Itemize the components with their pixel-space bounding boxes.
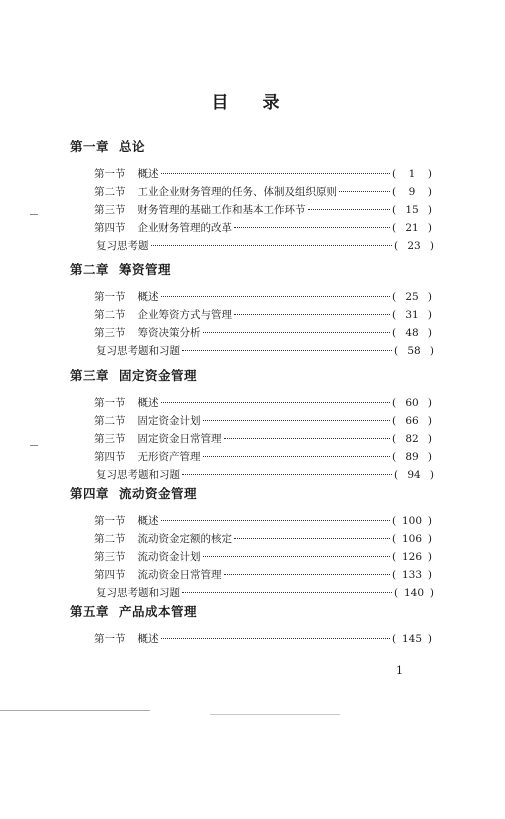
toc-entry — [94, 567, 432, 581]
scan-edge-line — [210, 714, 340, 715]
section-title: 流动资金计划 — [137, 551, 201, 563]
dot-leader — [224, 438, 391, 439]
section-number: 第三节 — [94, 433, 126, 445]
section-title: 复习思考题和习题 — [96, 469, 180, 481]
page-value: 58 — [407, 345, 421, 357]
dot-leader — [203, 420, 391, 421]
page-value: 82 — [405, 433, 419, 445]
section-title: 复习思考题和习题 — [96, 345, 180, 357]
dot-leader — [151, 245, 393, 246]
section-title: 工业企业财务管理的任务、体制及组织原则 — [137, 186, 337, 198]
section-number: 第三节 — [94, 204, 126, 216]
page-value: 126 — [401, 551, 423, 563]
page-value: 60 — [405, 397, 419, 409]
entry-label — [94, 513, 159, 528]
entry-label — [94, 325, 201, 340]
toc-entry — [96, 585, 434, 599]
section-title: 概述 — [137, 291, 159, 303]
section-number: 第三节 — [94, 551, 126, 563]
page-value: 21 — [405, 222, 419, 234]
page-value: 94 — [407, 469, 421, 481]
entry-label — [94, 202, 306, 217]
entry-page-number: ( 126 ) — [392, 551, 432, 563]
section-number: 第一节 — [94, 397, 126, 409]
section-number: 第二节 — [94, 309, 126, 321]
entry-page-number: ( 9 ) — [392, 186, 432, 198]
page-value: 89 — [405, 451, 419, 463]
entry-label — [94, 449, 201, 464]
entry-label — [94, 531, 232, 546]
section-number: 第二节 — [94, 533, 126, 545]
page-value: 66 — [405, 415, 419, 427]
chapter-heading — [70, 260, 171, 278]
chapter-title: 流动资金管理 — [119, 486, 198, 501]
section-number: 第三节 — [94, 327, 126, 339]
entry-label — [94, 431, 222, 446]
entry-label — [94, 307, 232, 322]
toc-entry — [94, 631, 432, 645]
dot-leader — [234, 314, 390, 315]
section-number: 第四节 — [94, 569, 126, 581]
section-title: 流动资金定额的核定 — [137, 533, 232, 545]
page-number: 1 — [396, 664, 403, 677]
toc-entry — [94, 549, 432, 563]
page-value: 25 — [405, 291, 419, 303]
page-value: 15 — [405, 204, 419, 216]
dot-leader — [161, 296, 391, 297]
dot-leader — [203, 456, 391, 457]
toc-entry — [94, 184, 432, 198]
section-title: 概述 — [137, 633, 159, 645]
page-value: 23 — [407, 240, 421, 252]
entry-label — [94, 395, 159, 410]
entry-label — [94, 166, 159, 181]
page-value: 1 — [408, 168, 416, 180]
chapter-number: 第三章 — [70, 368, 110, 383]
dot-leader — [182, 592, 392, 593]
chapter-heading — [70, 137, 145, 155]
toc-entry — [94, 307, 432, 321]
entry-label — [96, 467, 180, 482]
entry-page-number: ( 100 ) — [392, 515, 432, 527]
dot-leader — [234, 538, 390, 539]
toc-entry — [96, 343, 434, 357]
chapter-title: 总论 — [119, 139, 146, 154]
toc-entry — [96, 467, 434, 481]
entry-page-number: ( 58 ) — [394, 345, 434, 357]
entry-page-number: ( 94 ) — [394, 469, 434, 481]
entry-page-number: ( 1 ) — [392, 168, 432, 180]
dot-leader — [161, 173, 391, 174]
toc-entry — [94, 513, 432, 527]
entry-page-number: ( 48 ) — [392, 327, 432, 339]
toc-entry — [94, 413, 432, 427]
entry-page-number: ( 145 ) — [392, 633, 432, 645]
entry-page-number: ( 106 ) — [392, 533, 432, 545]
entry-label — [94, 413, 201, 428]
page-value: 31 — [405, 309, 419, 321]
entry-page-number: ( 25 ) — [392, 291, 432, 303]
page-value: 9 — [408, 186, 416, 198]
section-number: 第一节 — [94, 515, 126, 527]
section-number: 第一节 — [94, 168, 126, 180]
toc-entry — [94, 531, 432, 545]
section-number: 第四节 — [94, 451, 126, 463]
entry-label — [96, 585, 180, 600]
entry-page-number: ( 82 ) — [392, 433, 432, 445]
entry-label — [94, 289, 159, 304]
dot-leader — [308, 209, 391, 210]
scan-edge-mark — [30, 214, 38, 215]
entry-page-number: ( 89 ) — [392, 451, 432, 463]
dot-leader — [182, 474, 392, 475]
dot-leader — [203, 556, 391, 557]
section-title: 无形资产管理 — [137, 451, 201, 463]
toc-entry — [94, 431, 432, 445]
dot-leader — [203, 332, 391, 333]
chapter-heading — [70, 484, 197, 502]
entry-page-number: ( 66 ) — [392, 415, 432, 427]
entry-label — [96, 238, 149, 253]
dot-leader — [161, 638, 391, 639]
dot-leader — [234, 227, 390, 228]
chapter-title: 产品成本管理 — [119, 604, 198, 619]
scan-edge-line — [0, 710, 150, 711]
entry-page-number: ( 133 ) — [392, 569, 432, 581]
scan-edge-mark — [30, 445, 38, 446]
toc-entry — [96, 238, 434, 252]
toc-entry — [94, 395, 432, 409]
dot-leader — [182, 350, 392, 351]
toc-entry — [94, 166, 432, 180]
section-title: 企业财务管理的改革 — [137, 222, 232, 234]
section-title: 固定资金日常管理 — [137, 433, 222, 445]
toc-entry — [94, 449, 432, 463]
section-number: 第二节 — [94, 415, 126, 427]
dot-leader — [224, 574, 391, 575]
entry-page-number: ( 21 ) — [392, 222, 432, 234]
page-value: 140 — [403, 587, 425, 599]
entry-label — [94, 184, 337, 199]
page-title: 目 录 — [211, 93, 294, 113]
page-value: 106 — [401, 533, 423, 545]
section-title: 企业筹资方式与管理 — [137, 309, 232, 321]
entry-page-number: ( 60 ) — [392, 397, 432, 409]
section-title: 复习思考题 — [96, 240, 149, 252]
section-title: 财务管理的基础工作和基本工作环节 — [137, 204, 306, 216]
entry-label — [96, 343, 180, 358]
chapter-title: 筹资管理 — [119, 262, 172, 277]
entry-page-number: ( 140 ) — [394, 587, 434, 599]
chapter-title: 固定资金管理 — [119, 368, 198, 383]
section-number: 第一节 — [94, 633, 126, 645]
section-title: 概述 — [137, 168, 159, 180]
entry-page-number: ( 31 ) — [392, 309, 432, 321]
section-title: 复习思考题和习题 — [96, 587, 180, 599]
chapter-number: 第五章 — [70, 604, 110, 619]
section-number: 第四节 — [94, 222, 126, 234]
entry-label — [94, 631, 159, 646]
section-title: 流动资金日常管理 — [137, 569, 222, 581]
page-value: 100 — [401, 515, 423, 527]
chapter-number: 第四章 — [70, 486, 110, 501]
section-title: 固定资金计划 — [137, 415, 201, 427]
entry-page-number: ( 23 ) — [394, 240, 434, 252]
section-title: 概述 — [137, 397, 159, 409]
toc-entry — [94, 325, 432, 339]
dot-leader — [339, 191, 390, 192]
entry-label — [94, 567, 222, 582]
toc-entry — [94, 202, 432, 216]
page-value: 48 — [405, 327, 419, 339]
section-number: 第二节 — [94, 186, 126, 198]
page-value: 145 — [401, 633, 423, 645]
chapter-heading — [70, 366, 197, 384]
page-value: 133 — [401, 569, 423, 581]
dot-leader — [161, 520, 391, 521]
entry-label — [94, 549, 201, 564]
section-title: 筹资决策分析 — [137, 327, 201, 339]
toc-entry — [94, 220, 432, 234]
entry-page-number: ( 15 ) — [392, 204, 432, 216]
dot-leader — [161, 402, 391, 403]
section-title: 概述 — [137, 515, 159, 527]
entry-label — [94, 220, 232, 235]
chapter-number: 第一章 — [70, 139, 110, 154]
chapter-number: 第二章 — [70, 262, 110, 277]
section-number: 第一节 — [94, 291, 126, 303]
toc-entry — [94, 289, 432, 303]
chapter-heading — [70, 602, 197, 620]
